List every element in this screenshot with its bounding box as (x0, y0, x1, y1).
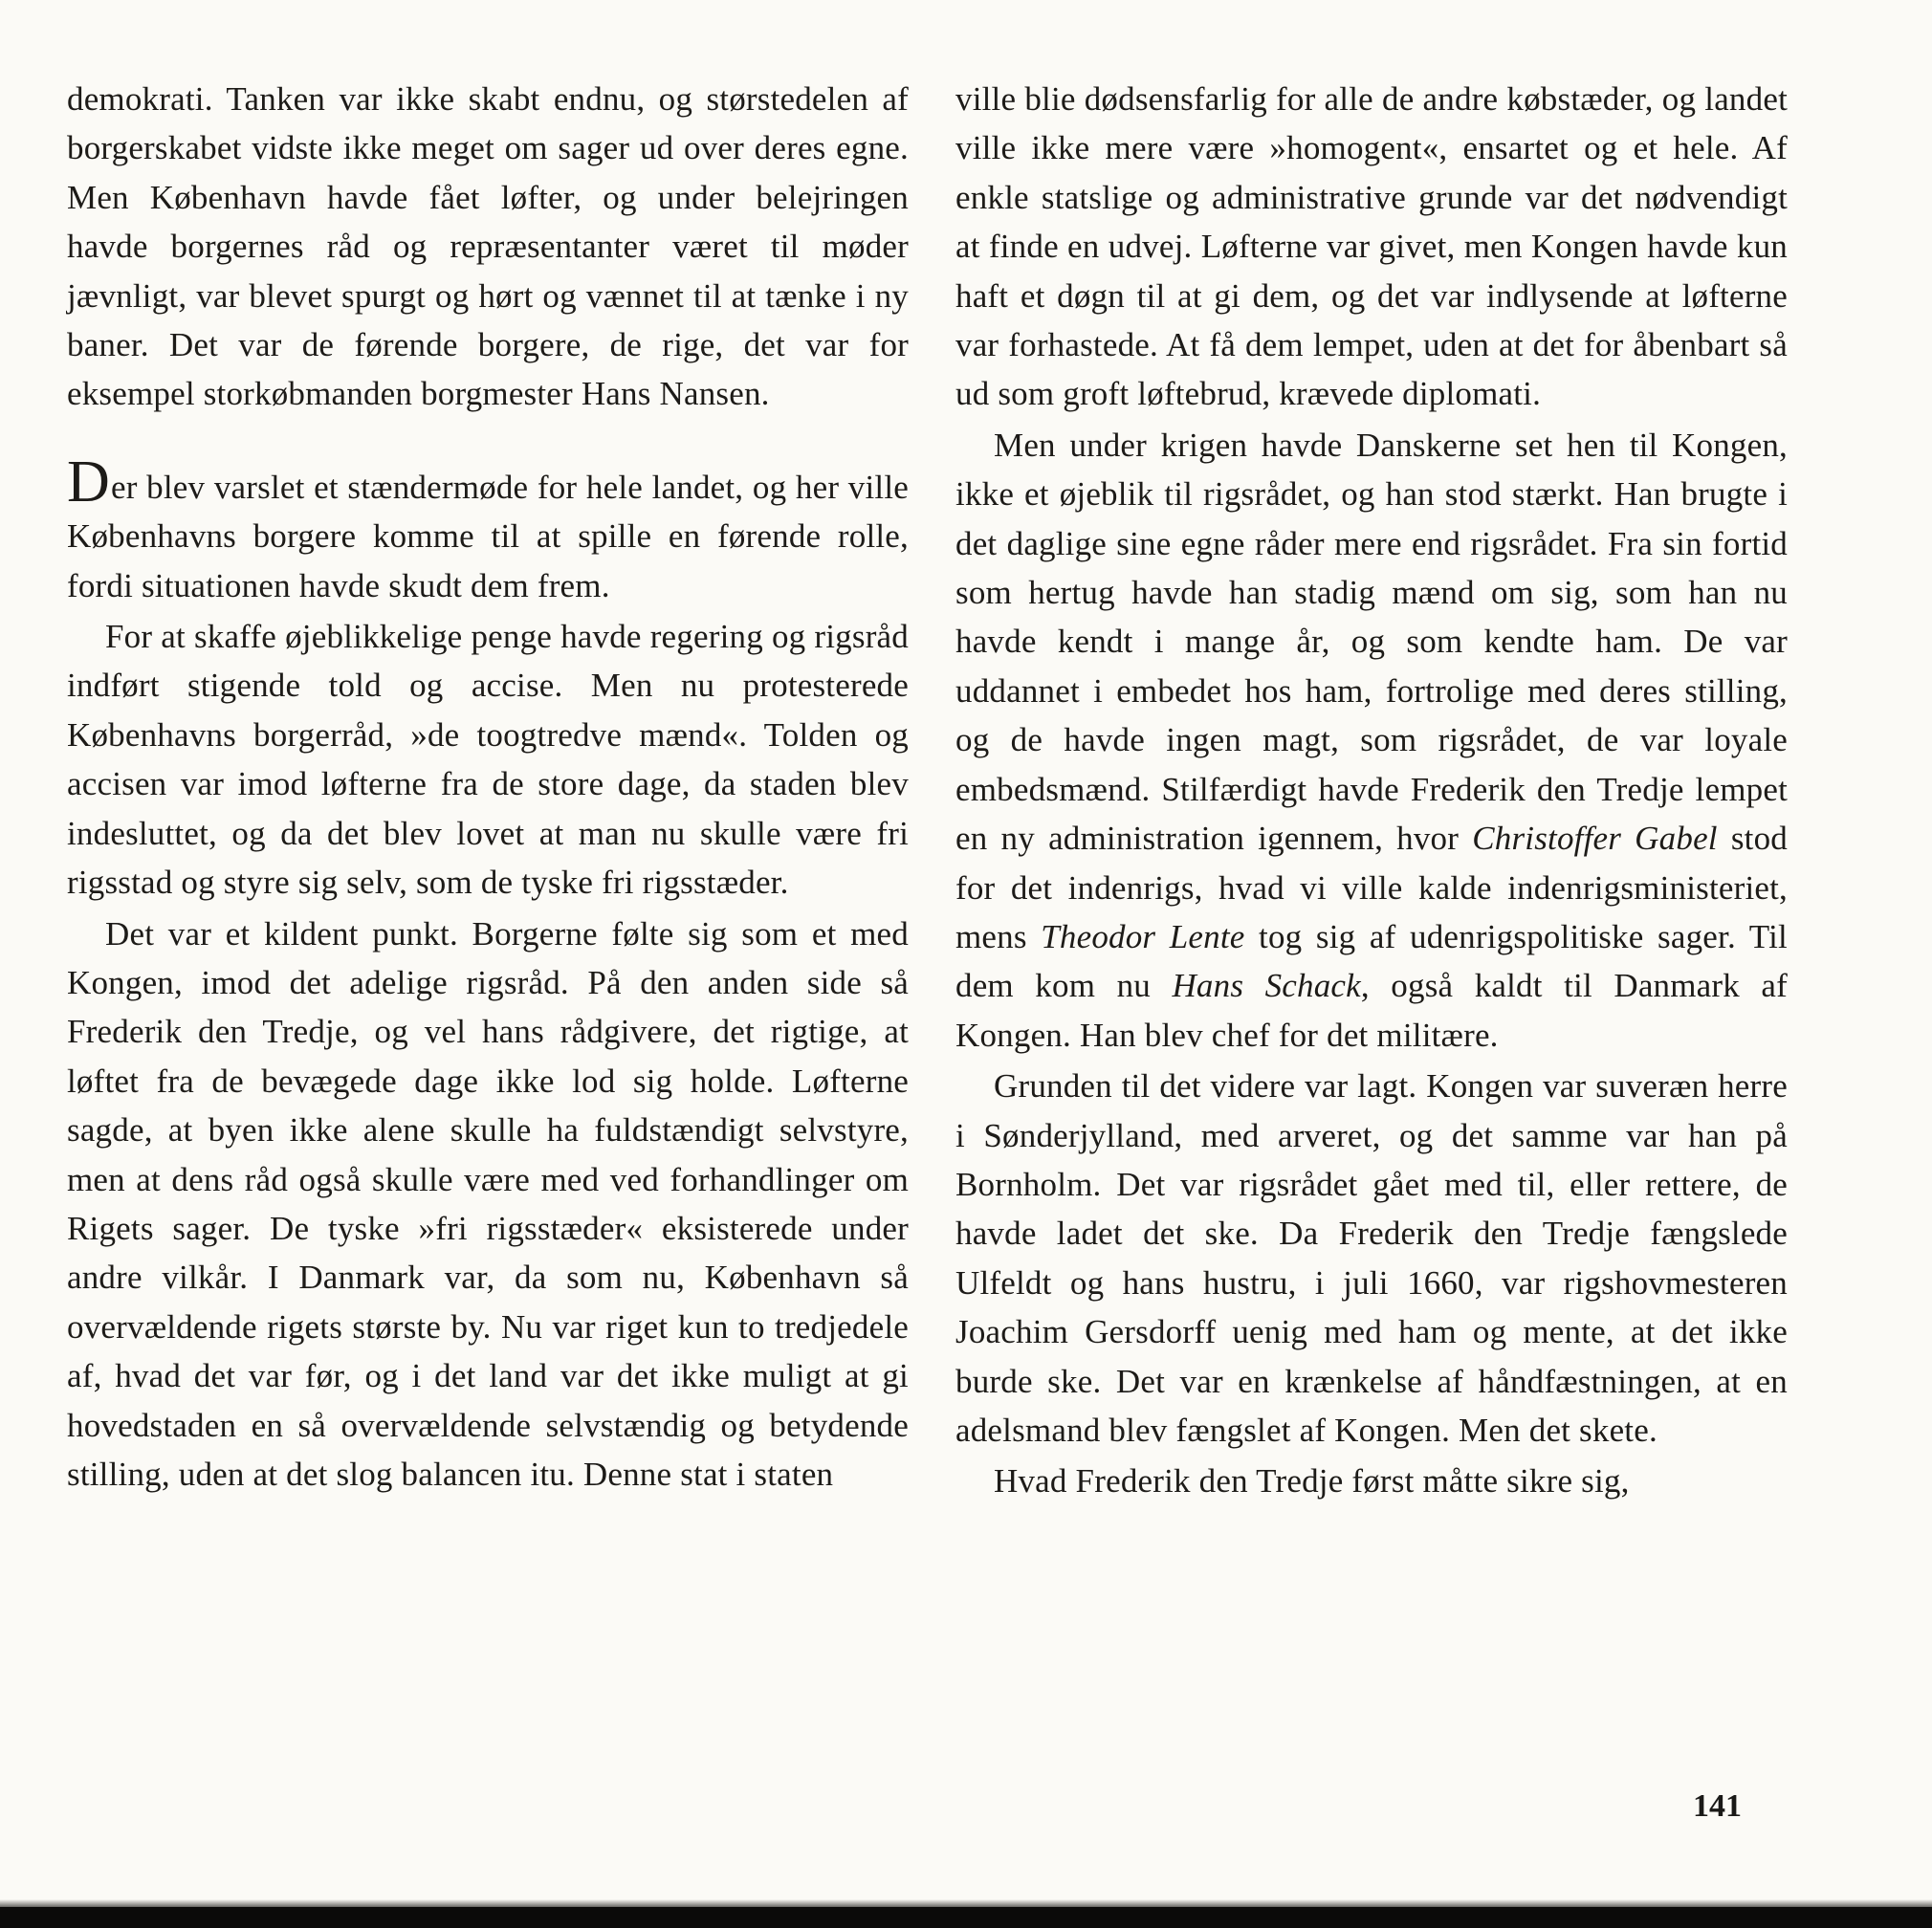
person-name: Hans Schack (1172, 967, 1361, 1005)
right-column (955, 75, 1788, 1506)
paragraph-text: stod for det indenrigs, hvad vi ville kalde indenrigsministeriet, mens (955, 820, 1788, 955)
left-column (67, 75, 909, 1499)
scan-edge (0, 1907, 1932, 1928)
paragraph: ville blie dødsensfarlig for alle de andre købstæder, og landet ville ikke mere være »homogent«, ensartet og et hele. Af enkle statslige og administrative grunde var det nødvendigt at finde en udvej. Løfterne var givet, men Kongen havde kun haft et døgn til at gi dem, og det var indlysende at løfterne var forhastede. At få dem lempet, uden at det for åbenbart så ud som groft løftebrud, krævede diplomati. (955, 80, 1788, 413)
paragraph: demokrati. Tanken var ikke skabt endnu, og størstedelen af borgerskabet vidste ikke meget om sager ud over deres egne. Men København havde fået løfter, og under belejringen havde borgernes råd og repræsentanter været til møder jævnligt, var blevet spurgt og hørt og vænnet til at tænke i ny baner. Det var de førende borgere, de rige, det var for eksempel storkøbmanden borgmester Hans Nansen. (67, 80, 909, 413)
person-name: Theodor Lente (1041, 917, 1245, 955)
paragraph-text: Men under krigen havde Danskerne set hen til Kongen, ikke et øjeblik til rigsrådet, og han stod stærkt. Han brugte i det daglige sine egne råder mere end rigsrådet. Fra sin fortid som hertug havde han stadig mænd om sig, som han nu havde kendt i mange år, og som kendte ham. De var uddannet i embedet hos ham, fortrolige med deres stilling, og de havde ingen magt, som rigsrådet, de var loyale embedsmænd. Stilfærdigt havde Frederik den Tredje lempet en ny administration igennem, hvor (955, 426, 1788, 858)
page-number: 141 (1693, 1788, 1742, 1824)
paragraph: For at skaffe øjeblikkelige penge havde regering og rigsråd indført stigende told og accise. Men nu protesterede Københavns borgerråd, »de toogtredve mænd«. Tolden og accisen var imod løfterne fra de store dage, da staden blev indesluttet, og da det blev lovet at man nu skulle være fri rigsstad og styre sig selv, som de tyske fri rigsstæder. (67, 618, 909, 902)
person-name: Christoffer Gabel (1472, 820, 1718, 858)
drop-cap-letter: D (67, 449, 110, 515)
paragraph: Grunden til det videre var lagt. Kongen var suveræn herre i Sønderjylland, med arveret, og det samme var han på Bornholm. Det var rigsrådet gået med til, eller rettere, de havde ladet det ske. Da Frederik den Tredje fængslede Ulfeldt og hans hustru, i juli 1660, var rigshovmesteren Joachim Gersdorff uenig med ham og mente, at det ikke burde ske. Det var en krænkelse af håndfæstningen, at en adelsmand blev fængslet af Kongen. Men det skete. (955, 1067, 1788, 1449)
scan-edge-shadow (0, 1899, 1932, 1907)
paragraph (955, 421, 1788, 1060)
paragraph-text: tog sig af udenrigspolitiske sager. Til dem kom nu (955, 917, 1788, 1005)
paragraph: Hvad Frederik den Tredje først måtte sikre sig, (994, 1462, 1630, 1501)
paragraph-text: er blev varslet et stændermøde for hele landet, og her ville Københavns borgere komme til at spille en førende rolle, fordi situationen havde skudt dem frem. (67, 468, 909, 604)
paragraph-dropcap (67, 449, 909, 610)
paragraph: Det var et kildent punkt. Borgerne følte sig som et med Kongen, imod det adelige rigsråd. På den anden side så Frederik den Tredje, og vel hans rådgivere, det rigtige, at løftet fra de bevægede dage ikke lod sig holde. Løfterne sagde, at byen ikke alene skulle ha fuldstændigt selvstyre, men at dens råd også skulle være med ved forhandlinger om Rigets sager. De tyske »fri rigsstæder« eksisterede under andre vilkår. I Danmark var, da som nu, København så overvældende rigets største by. Nu var riget kun to tredjedele af, hvad det var før, og i det land var det ikke muligt at gi hovedstaden en så overvældende selvstændig og betydende stilling, uden at det slog balancen itu. Denne stat i staten (67, 914, 909, 1493)
paragraph-text: , også kaldt til Danmark af Kongen. Han blev chef for det militære. (955, 967, 1789, 1054)
